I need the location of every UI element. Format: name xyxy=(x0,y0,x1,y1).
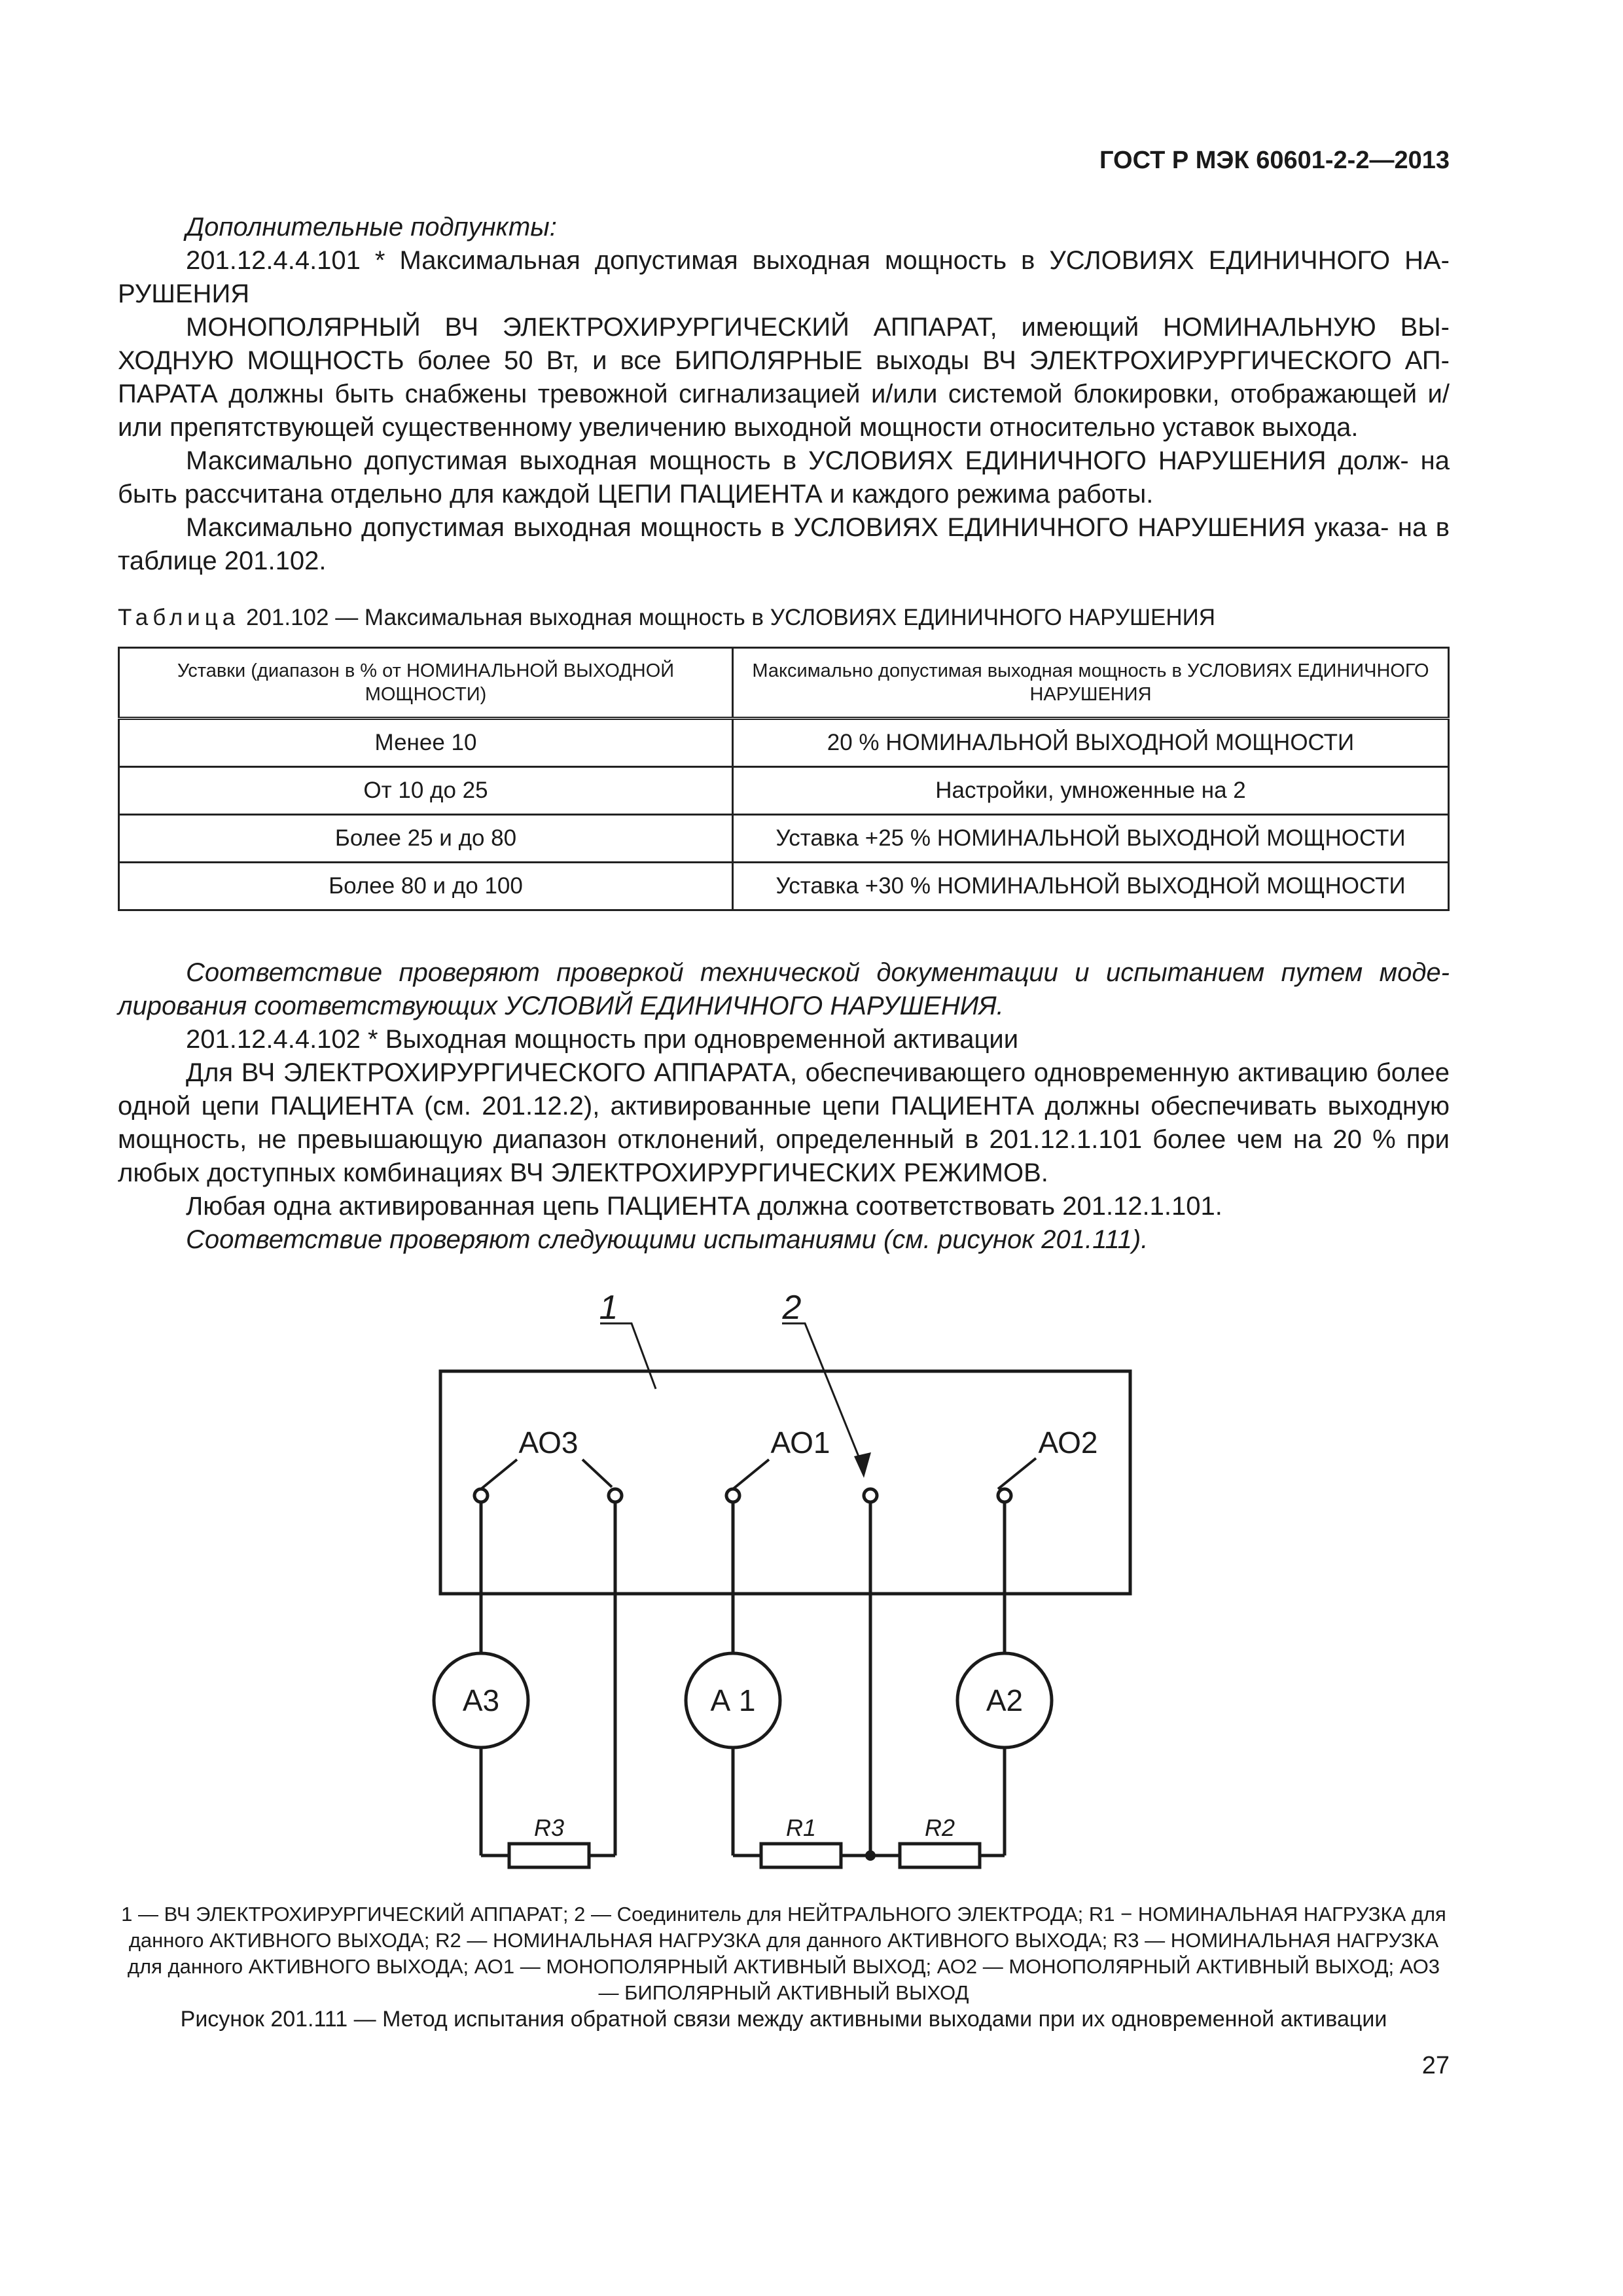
table-cell: Более 25 и до 80 xyxy=(119,815,733,863)
table-cell: Настройки, умноженные на 2 xyxy=(733,767,1449,815)
callout-1-label: 1 xyxy=(599,1289,618,1327)
paragraph: Максимально допустимая выходная мощность в УСЛОВИЯХ ЕДИНИЧНОГО НАРУШЕНИЯ долж- на быть рассчитана отдельно для каждой ЦЕПИ ПАЦИЕНТА и каждого режима работы. xyxy=(118,446,1450,509)
resistor-r3 xyxy=(509,1844,589,1867)
callout-2-label: 2 xyxy=(782,1289,802,1327)
label-ao3: АО3 xyxy=(518,1426,579,1460)
document-header: ГОСТ Р МЭК 60601-2-2—2013 xyxy=(1099,147,1450,174)
table-caption-text: 201.102 — Максимальная выходная мощность в УСЛОВИЯХ ЕДИНИЧНОГО НАРУШЕНИЯ xyxy=(245,605,1216,630)
table-cell: Уставка +30 % НОМИНАЛЬНОЙ ВЫХОДНОЙ МОЩНОСТИ xyxy=(733,863,1449,910)
switch-ao3-right xyxy=(582,1460,612,1487)
label-ao2: АО2 xyxy=(1038,1426,1098,1460)
figure-legend: 1 — ВЧ ЭЛЕКТРОХИРУРГИЧЕСКИЙ АППАРАТ; 2 — Соединитель для НЕЙТРАЛЬНОГО ЭЛЕКТРОДА; R1 − НОМИНАЛЬНАЯ НАГРУЗКА для данного АКТИВНОГО ВЫХОДА; R2 — НОМИНАЛЬНАЯ НАГРУЗКА для данного АКТИВНОГО ВЫХОДА; R3 — НОМИНАЛЬНАЯ НАГРУЗКА для данного АКТИВНОГО ВЫХОДА; АО1 — МОНОПОЛЯРНЫЙ АКТИВНЫЙ ВЫХОД; АО2 — МОНОПОЛЯРНЫЙ АКТИВНЫЙ ВЫХОД; АО3 — БИПОЛЯРНЫЙ АКТИВНЫЙ ВЫХОД xyxy=(121,1903,1446,2004)
paragraph: Любая одна активированная цепь ПАЦИЕНТА должна соответствовать 201.12.1.101. xyxy=(186,1192,1222,1221)
terminal xyxy=(998,1489,1011,1502)
table-cell: Менее 10 xyxy=(119,719,733,767)
paragraph: Соответствие проверяют следующими испытаниями (см. рисунок 201.111). xyxy=(186,1225,1149,1254)
paragraph: 201.12.4.4.102 * Выходная мощность при одновременной активации xyxy=(186,1025,1019,1054)
table-header-cell: Уставки (диапазон в % от НОМИНАЛЬНОЙ ВЫХОДНОЙ МОЩНОСТИ) xyxy=(119,648,733,719)
page-number: 27 xyxy=(1421,2052,1450,2079)
callout-2-arrowhead xyxy=(854,1452,871,1478)
label-a3: А3 xyxy=(462,1683,500,1717)
paragraph: Максимально допустимая выходная мощность в УСЛОВИЯХ ЕДИНИЧНОГО НАРУШЕНИЯ указа- на в таблице 201.102. xyxy=(118,513,1450,575)
apparatus-box xyxy=(440,1371,1130,1594)
table-caption-word: Таблица xyxy=(118,605,240,630)
resistor-r1 xyxy=(761,1844,841,1867)
figure-caption: Рисунок 201.111 — Метод испытания обратной связи между активными выходами при их одновременной активации xyxy=(180,2007,1387,2032)
table-cell: Более 80 и до 100 xyxy=(119,863,733,910)
label-ao1: АО1 xyxy=(770,1426,830,1460)
label-a1: А 1 xyxy=(710,1683,756,1717)
table-header-cell: Максимально допустимая выходная мощность в УСЛОВИЯХ ЕДИНИЧНОГО НАРУШЕНИЯ xyxy=(733,648,1449,719)
resistor-r2 xyxy=(900,1844,980,1867)
switch-ao1 xyxy=(733,1460,769,1489)
callout-1-leader xyxy=(600,1323,656,1389)
label-a2: А2 xyxy=(986,1683,1024,1717)
paragraph: Дополнительные подпункты: xyxy=(186,213,557,242)
switch-ao2 xyxy=(998,1458,1036,1489)
junction-dot xyxy=(865,1850,876,1861)
label-r2: R2 xyxy=(924,1814,955,1841)
table-cell: Уставка +25 % НОМИНАЛЬНОЙ ВЫХОДНОЙ МОЩНОСТИ xyxy=(733,815,1449,863)
paragraph: МОНОПОЛЯРНЫЙ ВЧ ЭЛЕКТРОХИРУРГИЧЕСКИЙ АППАРАТ, имеющий НОМИНАЛЬНУЮ ВЫ- ХОДНУЮ МОЩНОСТЬ более 50 Вт, и все БИПОЛЯРНЫЕ выходы ВЧ ЭЛЕКТРОХИРУРГИЧЕСКОГО АП- ПАРАТА должны быть снабжены тревожной сигнализацией и/или системой блокировки, отображающей и/или препятствующей существенному увеличению выходной мощности относительно уставок выхода. xyxy=(118,313,1450,442)
table-cell: От 10 до 25 xyxy=(119,767,733,815)
label-r1: R1 xyxy=(785,1814,817,1841)
terminal xyxy=(864,1489,877,1502)
paragraph: Соответствие проверяют проверкой технической документации и испытанием путем моде- лирования соответствующих УСЛОВИЙ ЕДИНИЧНОГО НАРУШЕНИЯ. xyxy=(118,958,1450,1020)
switch-ao3-left xyxy=(481,1460,517,1489)
table-cell: 20 % НОМИНАЛЬНОЙ ВЫХОДНОЙ МОЩНОСТИ xyxy=(733,719,1449,767)
terminal xyxy=(726,1489,740,1502)
paragraph: Для ВЧ ЭЛЕКТРОХИРУРГИЧЕСКОГО АППАРАТА, обеспечивающего одновременную активацию более одной цепи ПАЦИЕНТА (см. 201.12.2), активированные цепи ПАЦИЕНТА должны обеспечивать выходную мощность, не превышающую диапазон отклонений, определенный в 201.12.1.101 более чем на 20 % при любых доступных комбинациях ВЧ ЭЛЕКТРОХИРУРГИЧЕСКИХ РЕЖИМОВ. xyxy=(118,1058,1450,1187)
terminal xyxy=(609,1489,622,1502)
paragraph: 201.12.4.4.101 * Максимальная допустимая выходная мощность в УСЛОВИЯХ ЕДИНИЧНОГО НА- РУШЕНИЯ xyxy=(118,246,1450,308)
terminal xyxy=(474,1489,488,1502)
label-r3: R3 xyxy=(533,1814,565,1841)
